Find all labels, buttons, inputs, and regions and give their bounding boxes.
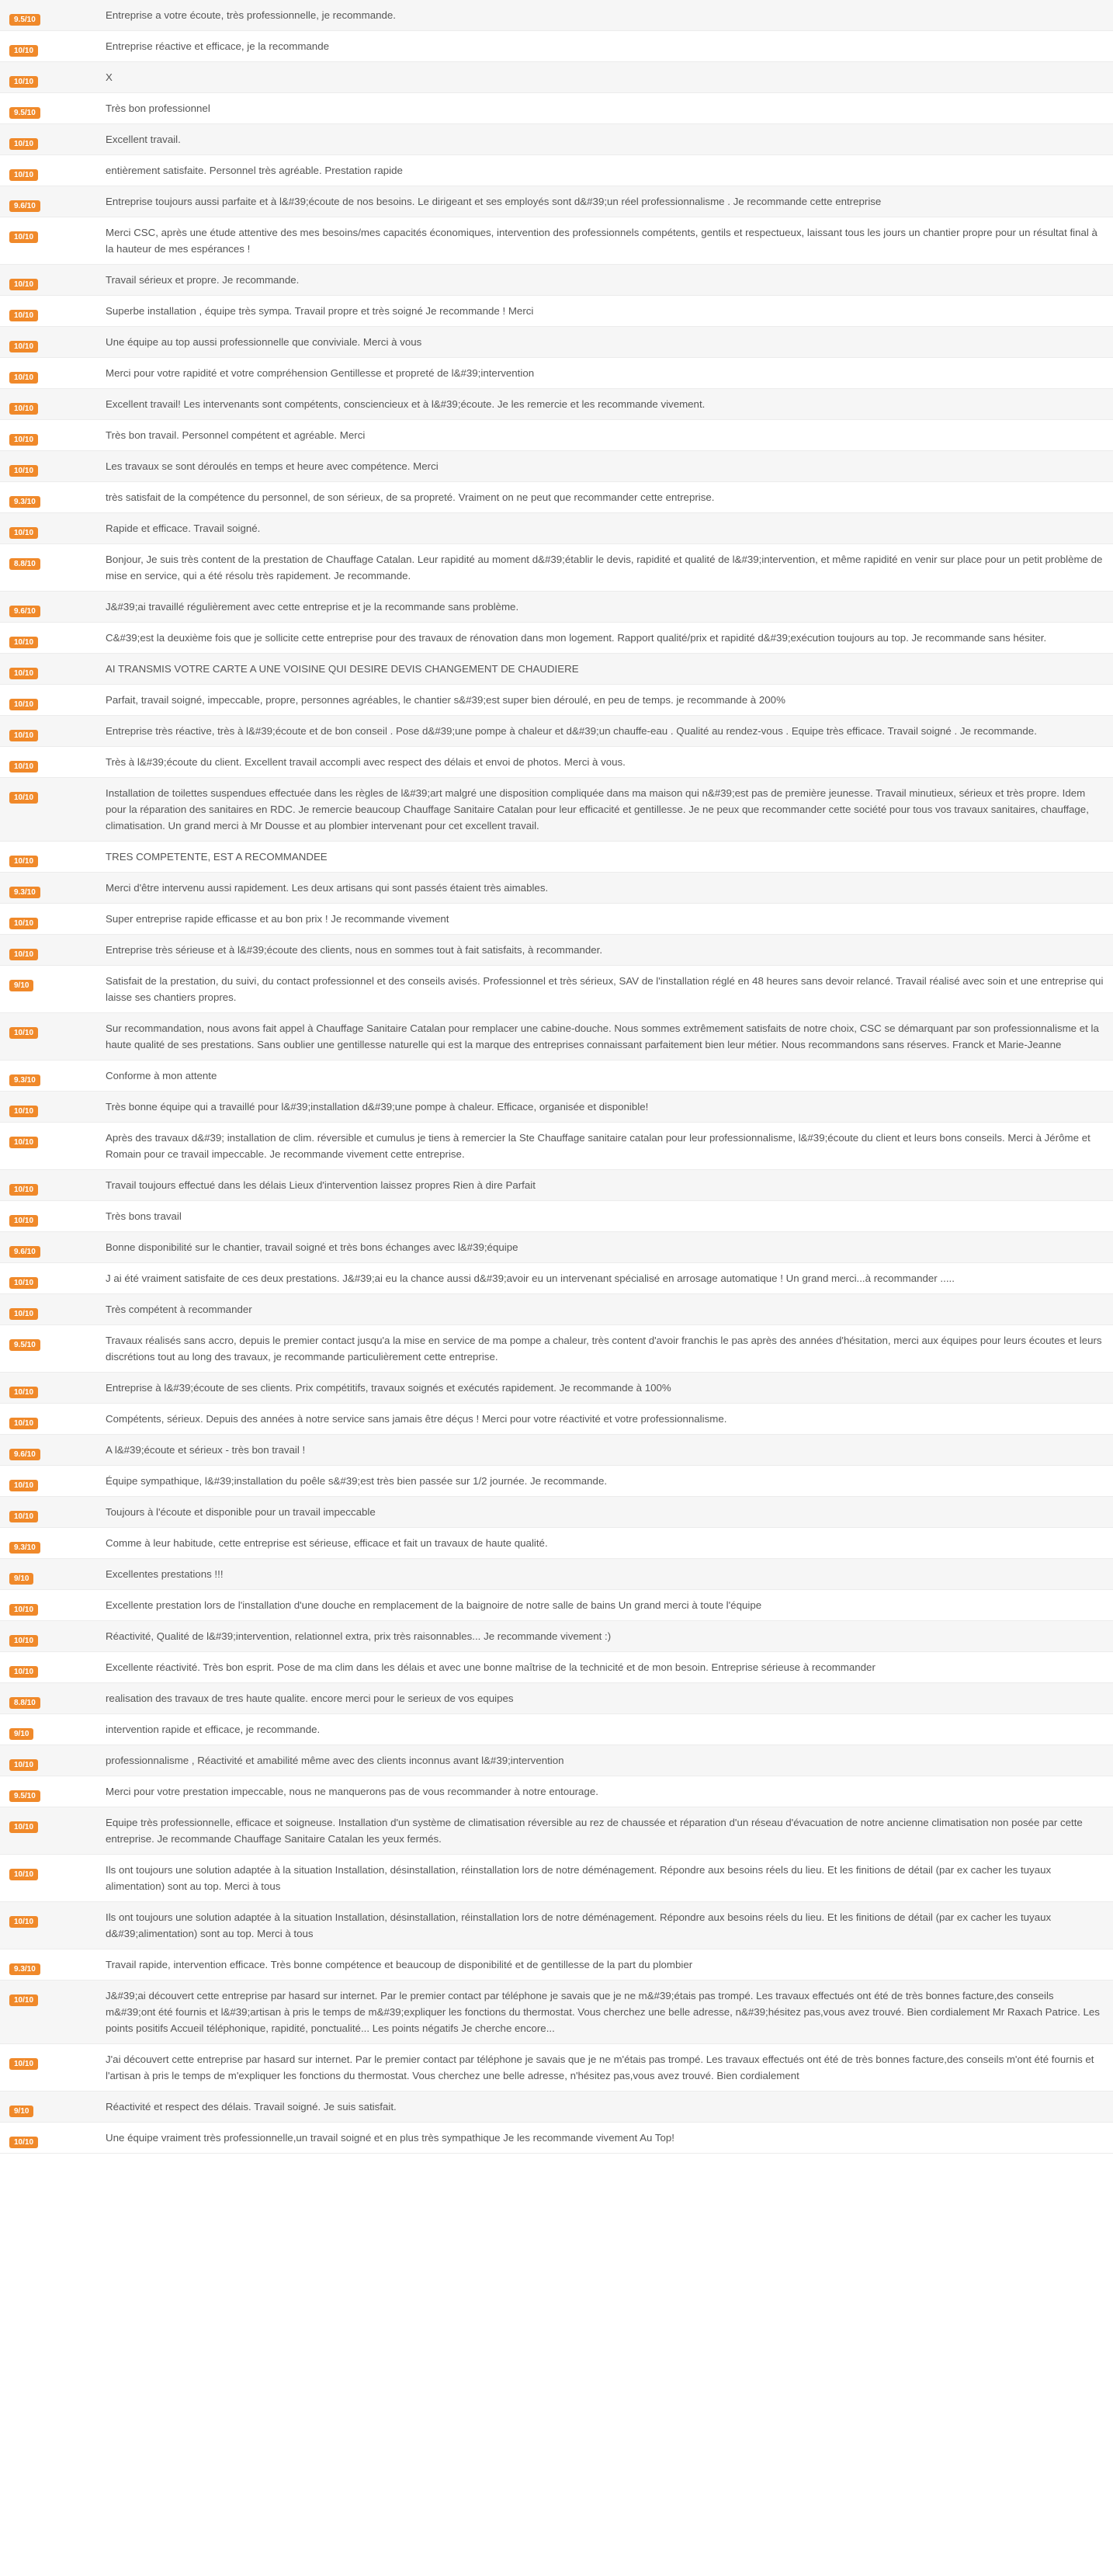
review-note-cell [0,451,95,477]
review-comment: Toujours à l'écoute et disponible pour un travail impeccable [106,1506,376,1518]
review-row [0,716,1113,747]
review-row [0,1902,1113,1949]
review-note-cell [0,217,95,243]
review-note-cell [0,1373,95,1398]
review-comment: Bonne disponibilité sur le chantier, travail soigné et très bons échanges avec l&#39;équipe [106,1241,518,1253]
review-comment: Comme à leur habitude, cette entreprise est sérieuse, efficace et fait un travaux de haute qualité. [106,1537,548,1549]
review-note-cell [0,1949,95,1975]
review-comment: Après des travaux d&#39; installation de clim. réversible et cumulus je tiens à remercier la Ste Chauffage sanitaire catalan pour leur professionnalisme, l&#39;écoute du client et leurs bons conseils. Merci à Jérôme et Romain pour ce travail impeccable. Je recommande vivement cette entreprise. [106,1132,1090,1160]
review-note-cell [0,1714,95,1740]
review-note-cell [0,1466,95,1491]
review-note-cell [0,747,95,772]
review-comment: Réactivité, Qualité de l&#39;intervention, relationnel extra, prix très raisonnables... Je recommande vivement :) [106,1630,612,1642]
review-row [0,1497,1113,1528]
review-row [0,544,1113,592]
review-row [0,1123,1113,1170]
review-note-cell [0,966,95,991]
review-rating-badge: 10/10 [9,856,38,867]
review-row [0,904,1113,935]
review-note-cell [0,2092,95,2117]
review-note-cell [0,265,95,290]
review-comment: C&#39;est la deuxième fois que je sollicite cette entreprise pour des travaux de rénovation dans mon logement. Rapport qualité/prix et rapidité d&#39;exécution toujours au top. Je recommande sans hésiter. [106,632,1047,644]
review-note-cell [0,1855,95,1880]
review-row [0,1949,1113,1981]
review-row [0,873,1113,904]
review-note-cell [0,482,95,508]
review-comment: Entreprise à l&#39;écoute de ses clients. Prix compétitifs, travaux soignés et exécutés rapidement. Je recommande à 100% [106,1382,671,1394]
review-comment: Les travaux se sont déroulés en temps et heure avec compétence. Merci [106,460,439,472]
review-comment: J ai été vraiment satisfaite de ces deux prestations. J&#39;ai eu la chance aussi d&#39;avoir eu un intervenant spécialisé en arrosage automatique ! Un grand merci...à recommander ..... [106,1272,955,1284]
review-comment: Très bons travail [106,1210,182,1222]
review-row [0,654,1113,685]
review-rating-badge: 10/10 [9,231,38,243]
review-note-cell [0,1621,95,1647]
review-comment: très satisfait de la compétence du personnel, de son sérieux, de sa propreté. Vraiment on ne peut que recommander cette entreprise. [106,491,715,503]
review-comment: Merci pour votre rapidité et votre compréhension Gentillesse et propreté de l&#39;intervention [106,367,535,379]
review-row [0,1590,1113,1621]
review-row [0,1435,1113,1466]
review-row [0,1325,1113,1373]
review-note-cell [0,1170,95,1196]
review-row [0,265,1113,296]
review-rating-badge: 9.5/10 [9,107,40,119]
review-comment: Entreprise réactive et efficace, je la recommande [106,40,329,52]
review-note-cell [0,327,95,352]
review-rating-badge: 10/10 [9,949,38,960]
review-comment: Excellent travail. [106,134,181,145]
review-rating-badge: 10/10 [9,341,38,352]
review-row [0,1201,1113,1232]
review-row [0,451,1113,482]
review-note-cell [0,1528,95,1554]
review-rating-badge: 9.6/10 [9,606,40,617]
review-note-cell [0,420,95,446]
review-row [0,1981,1113,2044]
review-comment: realisation des travaux de tres haute qualite. encore merci pour le serieux de vos equipes [106,1692,514,1704]
review-comment: J&#39;ai travaillé régulièrement avec cette entreprise et je la recommande sans problème. [106,601,519,613]
review-rating-badge: 9.5/10 [9,14,40,26]
review-note-cell [0,592,95,617]
review-rating-badge: 10/10 [9,2058,38,2070]
review-note-cell [0,1201,95,1227]
review-note-cell [0,1652,95,1678]
review-note-cell [0,1745,95,1771]
review-note-cell [0,1013,95,1039]
review-rating-badge: 9.6/10 [9,1449,40,1460]
review-note-cell [0,1294,95,1320]
review-note-cell [0,1404,95,1429]
review-row [0,1294,1113,1325]
review-rating-badge: 10/10 [9,1480,38,1491]
review-rating-badge: 9.3/10 [9,1963,40,1975]
review-comment: Excellent travail! Les intervenants sont compétents, consciencieux et à l&#39;écoute. Je les remercie et les recommande vivement. [106,398,706,410]
review-rating-badge: 10/10 [9,1308,38,1320]
review-row [0,623,1113,654]
review-note-cell [0,1981,95,2006]
review-comment: Entreprise toujours aussi parfaite et à l&#39;écoute de nos besoins. Le dirigeant et ses employés sont d&#39;un réel professionnalisme . Je recommande cette entreprise [106,196,882,207]
review-comment: Très bon travail. Personnel compétent et agréable. Merci [106,429,366,441]
review-row [0,1263,1113,1294]
review-comment: X [106,71,113,83]
review-rating-badge: 9.3/10 [9,1074,40,1086]
review-rating-badge: 10/10 [9,2137,38,2148]
review-rating-badge: 10/10 [9,1821,38,1833]
review-note-cell [0,544,95,570]
review-comment: Travail rapide, intervention efficace. Très bonne compétence et beaucoup de disponibilité et de gentillesse de la part du plombier [106,1959,693,1970]
review-rating-badge: 9.5/10 [9,1790,40,1802]
review-rating-badge: 10/10 [9,1759,38,1771]
review-comment: Parfait, travail soigné, impeccable, propre, personnes agréables, le chantier s&#39;est super bien déroulé, en peu de temps. je recommande à 200% [106,694,785,706]
review-row [0,1807,1113,1855]
review-rating-badge: 9.3/10 [9,887,40,898]
review-row [0,1745,1113,1776]
review-comment: intervention rapide et efficace, je recommande. [106,1724,321,1735]
review-note-cell [0,716,95,741]
review-comment: TRES COMPETENTE, EST A RECOMMANDEE [106,851,328,863]
review-comment: Equipe très professionnelle, efficace et soigneuse. Installation d'un système de climatisation réversible au rez de chaussée et réparation d'un réseau d'évacuation de notre ancienne climatisation non posée par cette entreprise. Je recommande Chauffage Sanitaire Catalan les yeux fermés. [106,1817,1083,1845]
review-row [0,1170,1113,1201]
review-row [0,62,1113,93]
review-note-cell [0,513,95,539]
review-rating-badge: 10/10 [9,1604,38,1616]
review-row [0,1683,1113,1714]
review-rating-badge: 10/10 [9,45,38,57]
review-rating-badge: 10/10 [9,372,38,384]
review-row [0,2092,1113,2123]
review-comment: Entreprise a votre écoute, très professionnelle, je recommande. [106,9,396,21]
review-comment: Travail toujours effectué dans les délais Lieux d'intervention laissez propres Rien à dire Parfait [106,1179,536,1191]
review-comment: Travaux réalisés sans accro, depuis le premier contact jusqu'a la mise en service de ma pompe a chaleur, très content d'avoir franchis le pas après des années d'hésitation, merci aux équipes pour leurs écoutes et leurs discrétions tout au long des travaux, je recommande particulièrement cette entreprise. [106,1335,1102,1363]
review-rating-badge: 10/10 [9,730,38,741]
review-comment: J&#39;ai découvert cette entreprise par hasard sur internet. Par le premier contact par téléphone je savais que je ne m&#39;étais pas trompé. Les travaux effectués ont été de très bonnes facture,des conseils m&#39;ont été fournis et l&#39;artisan à pris le temps de m&#39;expliquer les fonctions du thermostat. Vous cherchez une belle adresse, n&#39;hésitez pas,vous avez trouvé. Bien cordialement Mr Raxach Patrice. Les points positifs Accueil téléphonique, rapidité, ponctualité... Les points négatifs Je cherche encore... [106,1990,1100,2034]
review-rating-badge: 10/10 [9,310,38,321]
review-comment: Superbe installation , équipe très sympa. Travail propre et très soigné Je recommande ! Merci [106,305,534,317]
review-note-cell [0,186,95,212]
review-row [0,2123,1113,2154]
review-row [0,747,1113,778]
review-comment: Ils ont toujours une solution adaptée à la situation Installation, désinstallation, réinstallation lors de notre déménagement. Répondre aux besoins réels du lieu. Et les finitions de détail (par ex cacher les tuyaux d&#39;alimentation) sont au top. Merci à tous [106,1911,1052,1939]
review-comment: AI TRANSMIS VOTRE CARTE A UNE VOISINE QUI DESIRE DEVIS CHANGEMENT DE CHAUDIERE [106,663,579,675]
review-comment: professionnalisme , Réactivité et amabilité même avec des clients inconnus avant l&#39;intervention [106,1755,564,1766]
review-rating-badge: 10/10 [9,1387,38,1398]
review-note-cell [0,1683,95,1709]
review-comment: Très compétent à recommander [106,1304,252,1315]
review-row [0,482,1113,513]
review-row [0,217,1113,265]
review-rating-badge: 9.6/10 [9,200,40,212]
review-note-cell [0,1435,95,1460]
review-rating-badge: 10/10 [9,1666,38,1678]
review-row [0,1232,1113,1263]
review-row [0,358,1113,389]
review-rating-badge: 10/10 [9,1418,38,1429]
review-comment: Travail sérieux et propre. Je recommande. [106,274,300,286]
review-rating-badge: 10/10 [9,792,38,804]
review-comment: Bonjour, Je suis très content de la prestation de Chauffage Catalan. Leur rapidité au moment d&#39;établir le devis, rapidité et qualité de l&#39;intervention, et même rapidité en venir sur place pour un petit problème de mise en service, qui a été résolu très rapidement. Je recommande. [106,554,1103,582]
review-note-cell [0,685,95,710]
review-note-cell [0,2123,95,2148]
review-note-cell [0,2044,95,2070]
review-row [0,93,1113,124]
review-row [0,935,1113,966]
review-rating-badge: 10/10 [9,169,38,181]
review-rating-badge: 10/10 [9,1511,38,1522]
review-row [0,685,1113,716]
review-rating-badge: 10/10 [9,465,38,477]
review-comment: Merci d'être intervenu aussi rapidement. Les deux artisans qui sont passés étaient très aimables. [106,882,549,894]
review-note-cell [0,1497,95,1522]
review-note-cell [0,62,95,88]
review-row [0,327,1113,358]
review-rating-badge: 10/10 [9,1215,38,1227]
review-row [0,1559,1113,1590]
review-note-cell [0,1590,95,1616]
review-rating-badge: 10/10 [9,1137,38,1148]
review-rating-badge: 9.3/10 [9,1542,40,1554]
review-note-cell [0,1232,95,1258]
review-note-cell [0,296,95,321]
review-note-cell [0,842,95,867]
review-note-cell [0,124,95,150]
review-row [0,1092,1113,1123]
review-row [0,1621,1113,1652]
review-rating-badge: 8.8/10 [9,1697,40,1709]
review-rating-badge: 10/10 [9,1106,38,1117]
review-comment: Entreprise très sérieuse et à l&#39;écoute des clients, nous en sommes tout à fait satisfaits, à recommander. [106,944,603,956]
review-comment: Réactivité et respect des délais. Travail soigné. Je suis satisfait. [106,2101,397,2113]
review-note-cell [0,155,95,181]
review-comment: Équipe sympathique, l&#39;installation du poêle s&#39;est très bien passée sur 1/2 journée. Je recommande. [106,1475,608,1487]
review-note-cell [0,935,95,960]
review-note-cell [0,1263,95,1289]
review-note-cell [0,1061,95,1086]
review-row [0,420,1113,451]
review-note-cell [0,358,95,384]
review-rating-badge: 10/10 [9,1635,38,1647]
review-rating-badge: 10/10 [9,761,38,772]
review-row [0,0,1113,31]
review-rating-badge: 8.8/10 [9,558,40,570]
review-comment: Excellente prestation lors de l'installation d'une douche en remplacement de la baignoire de notre salle de bains Un grand merci à toute l'équipe [106,1599,762,1611]
review-comment: Très bon professionnel [106,102,210,114]
review-rating-badge: 10/10 [9,1277,38,1289]
review-rating-badge: 10/10 [9,279,38,290]
review-rating-badge: 9/10 [9,1573,33,1585]
review-row [0,1855,1113,1902]
review-comment: Très bonne équipe qui a travaillé pour l&#39;installation d&#39;une pompe à chaleur. Efficace, organisée et disponible! [106,1101,649,1113]
review-row [0,1714,1113,1745]
review-rating-badge: 10/10 [9,527,38,539]
review-comment: Une équipe vraiment très professionnelle,un travail soigné et en plus très sympathique Je les recommande vivement Au Top! [106,2132,674,2144]
review-note-cell [0,1807,95,1833]
review-note-cell [0,1902,95,1928]
review-row [0,389,1113,420]
review-comment: Rapide et efficace. Travail soigné. [106,522,261,534]
review-comment: Installation de toilettes suspendues effectuée dans les règles de l&#39;art malgré une disposition compliquée dans ma maison qui n&#39;est pas de première jeunesse. Travail minutieux, sérieux et très propre. Idem pour la réparation des sanitaires en RDC. Je remercie beaucoup Chauffage Sanitaire Catalan pour leur efficacité et gentillesse. Je ne peux que recommander cette société pour tous vos travaux sanitaires, chauffage, climatisation. Un grand merci à Mr Dousse et au plombier intervenant pour cet excellent travail. [106,787,1089,831]
review-rating-badge: 9/10 [9,1728,33,1740]
review-comment: entièrement satisfaite. Personnel très agréable. Prestation rapide [106,165,403,176]
review-comment: Merci pour votre prestation impeccable, nous ne manquerons pas de vous recommander à notre entourage. [106,1786,598,1797]
review-row [0,1528,1113,1559]
review-row [0,1404,1113,1435]
review-rating-badge: 9/10 [9,980,33,991]
review-rating-badge: 10/10 [9,434,38,446]
review-rating-badge: 10/10 [9,668,38,679]
review-note-cell [0,654,95,679]
review-rating-badge: 10/10 [9,76,38,88]
review-row [0,778,1113,842]
review-row [0,513,1113,544]
review-note-cell [0,0,95,26]
review-row [0,1013,1113,1061]
review-note-cell [0,778,95,804]
review-rating-badge: 10/10 [9,637,38,648]
review-row [0,966,1113,1013]
review-row [0,186,1113,217]
review-rating-badge: 9/10 [9,2106,33,2117]
review-comment: Entreprise très réactive, très à l&#39;écoute et de bon conseil . Pose d&#39;une pompe à chaleur et d&#39;un chauffe-eau . Qualité au rendez-vous . Equipe très efficace. Travail soigné . Je recommande. [106,725,1037,737]
review-row [0,592,1113,623]
review-row [0,1373,1113,1404]
review-note-cell [0,93,95,119]
review-note-cell [0,623,95,648]
review-rating-badge: 10/10 [9,699,38,710]
review-comment: Sur recommandation, nous avons fait appel à Chauffage Sanitaire Catalan pour remplacer une cabine-douche. Nous sommes extrêmement satisfaits de notre choix, CSC se démarquant par son professionnalisme et la haute qualité de ses prestations. Sans oublier une gentillesse naturelle qui est la marque des entreprises connaissant parfaitement bien leur métier. Nous recommandons sans réserves. Franck et Marie-Jeanne [106,1022,1099,1050]
review-note-cell [0,1092,95,1117]
review-row [0,2044,1113,2092]
review-row [0,1776,1113,1807]
review-comment: Merci CSC, après une étude attentive des mes besoins/mes capacités économiques, intervention des professionnels compétents, gentils et respectueux, laissant tous les jours un chantier propre pour un résultat final à la hauteur de mes espérances ! [106,227,1097,255]
review-row [0,1466,1113,1497]
review-rating-badge: 10/10 [9,1994,38,2006]
review-rating-badge: 10/10 [9,403,38,415]
review-rating-badge: 9.5/10 [9,1339,40,1351]
review-rating-badge: 10/10 [9,1027,38,1039]
review-comment: Super entreprise rapide efficasse et au bon prix ! Je recommande vivement [106,913,449,925]
review-rating-badge: 10/10 [9,1869,38,1880]
review-note-cell [0,873,95,898]
review-comment: Ils ont toujours une solution adaptée à la situation Installation, désinstallation, réinstallation lors de notre déménagement. Répondre aux besoins réels du lieu. Et les finitions de détail (par ex cacher les tuyaux alimentation) sont au top. Merci à tous [106,1864,1052,1892]
review-row [0,31,1113,62]
review-note-cell [0,1776,95,1802]
review-note-cell [0,904,95,929]
review-comment: Satisfait de la prestation, du suivi, du contact professionnel et des conseils avisés. Professionnel et très sérieux, SAV de l'installation réglé en 48 heures sans devoir relancé. Travail réalisé avec soin et une entreprise qui laisse ses chantiers propres. [106,975,1104,1003]
review-rating-badge: 10/10 [9,138,38,150]
review-note-cell [0,1325,95,1351]
review-rating-badge: 9.6/10 [9,1246,40,1258]
review-row [0,124,1113,155]
review-note-cell [0,1123,95,1148]
review-note-cell [0,389,95,415]
review-comment: Excellentes prestations !!! [106,1568,224,1580]
review-comment: Compétents, sérieux. Depuis des années à notre service sans jamais être déçus ! Merci pour votre réactivité et votre professionnalisme. [106,1413,727,1425]
review-note-cell [0,1559,95,1585]
review-comment: Très à l&#39;écoute du client. Excellent travail accompli avec respect des délais et envoi de photos. Merci à vous. [106,756,626,768]
review-row [0,296,1113,327]
review-row [0,842,1113,873]
review-note-cell [0,31,95,57]
review-comment: Conforme à mon attente [106,1070,217,1081]
review-rating-badge: 10/10 [9,1916,38,1928]
review-comment: J'ai découvert cette entreprise par hasard sur internet. Par le premier contact par téléphone je savais que je ne m'étais pas trompé. Les travaux effectués ont été de très bonnes facture,des conseils m'ont été fournis et l'artisan à pris le temps de m'expliquer les fonctions du thermostat. Vous cherchez une belle adresse, n'hésitez pas,vous avez trouvé. Bien cordialement [106,2054,1094,2081]
review-rating-badge: 10/10 [9,1184,38,1196]
review-rating-badge: 10/10 [9,918,38,929]
review-comment: Excellente réactivité. Très bon esprit. Pose de ma clim dans les délais et avec une bonne maîtrise de la technicité et de mon besoin. Entreprise sérieuse à recommander [106,1661,875,1673]
review-row [0,1652,1113,1683]
review-rating-badge: 9.3/10 [9,496,40,508]
review-comment: A l&#39;écoute et sérieux - très bon travail ! [106,1444,306,1456]
review-comment: Une équipe au top aussi professionnelle que conviviale. Merci à vous [106,336,422,348]
review-row [0,155,1113,186]
review-row [0,1061,1113,1092]
